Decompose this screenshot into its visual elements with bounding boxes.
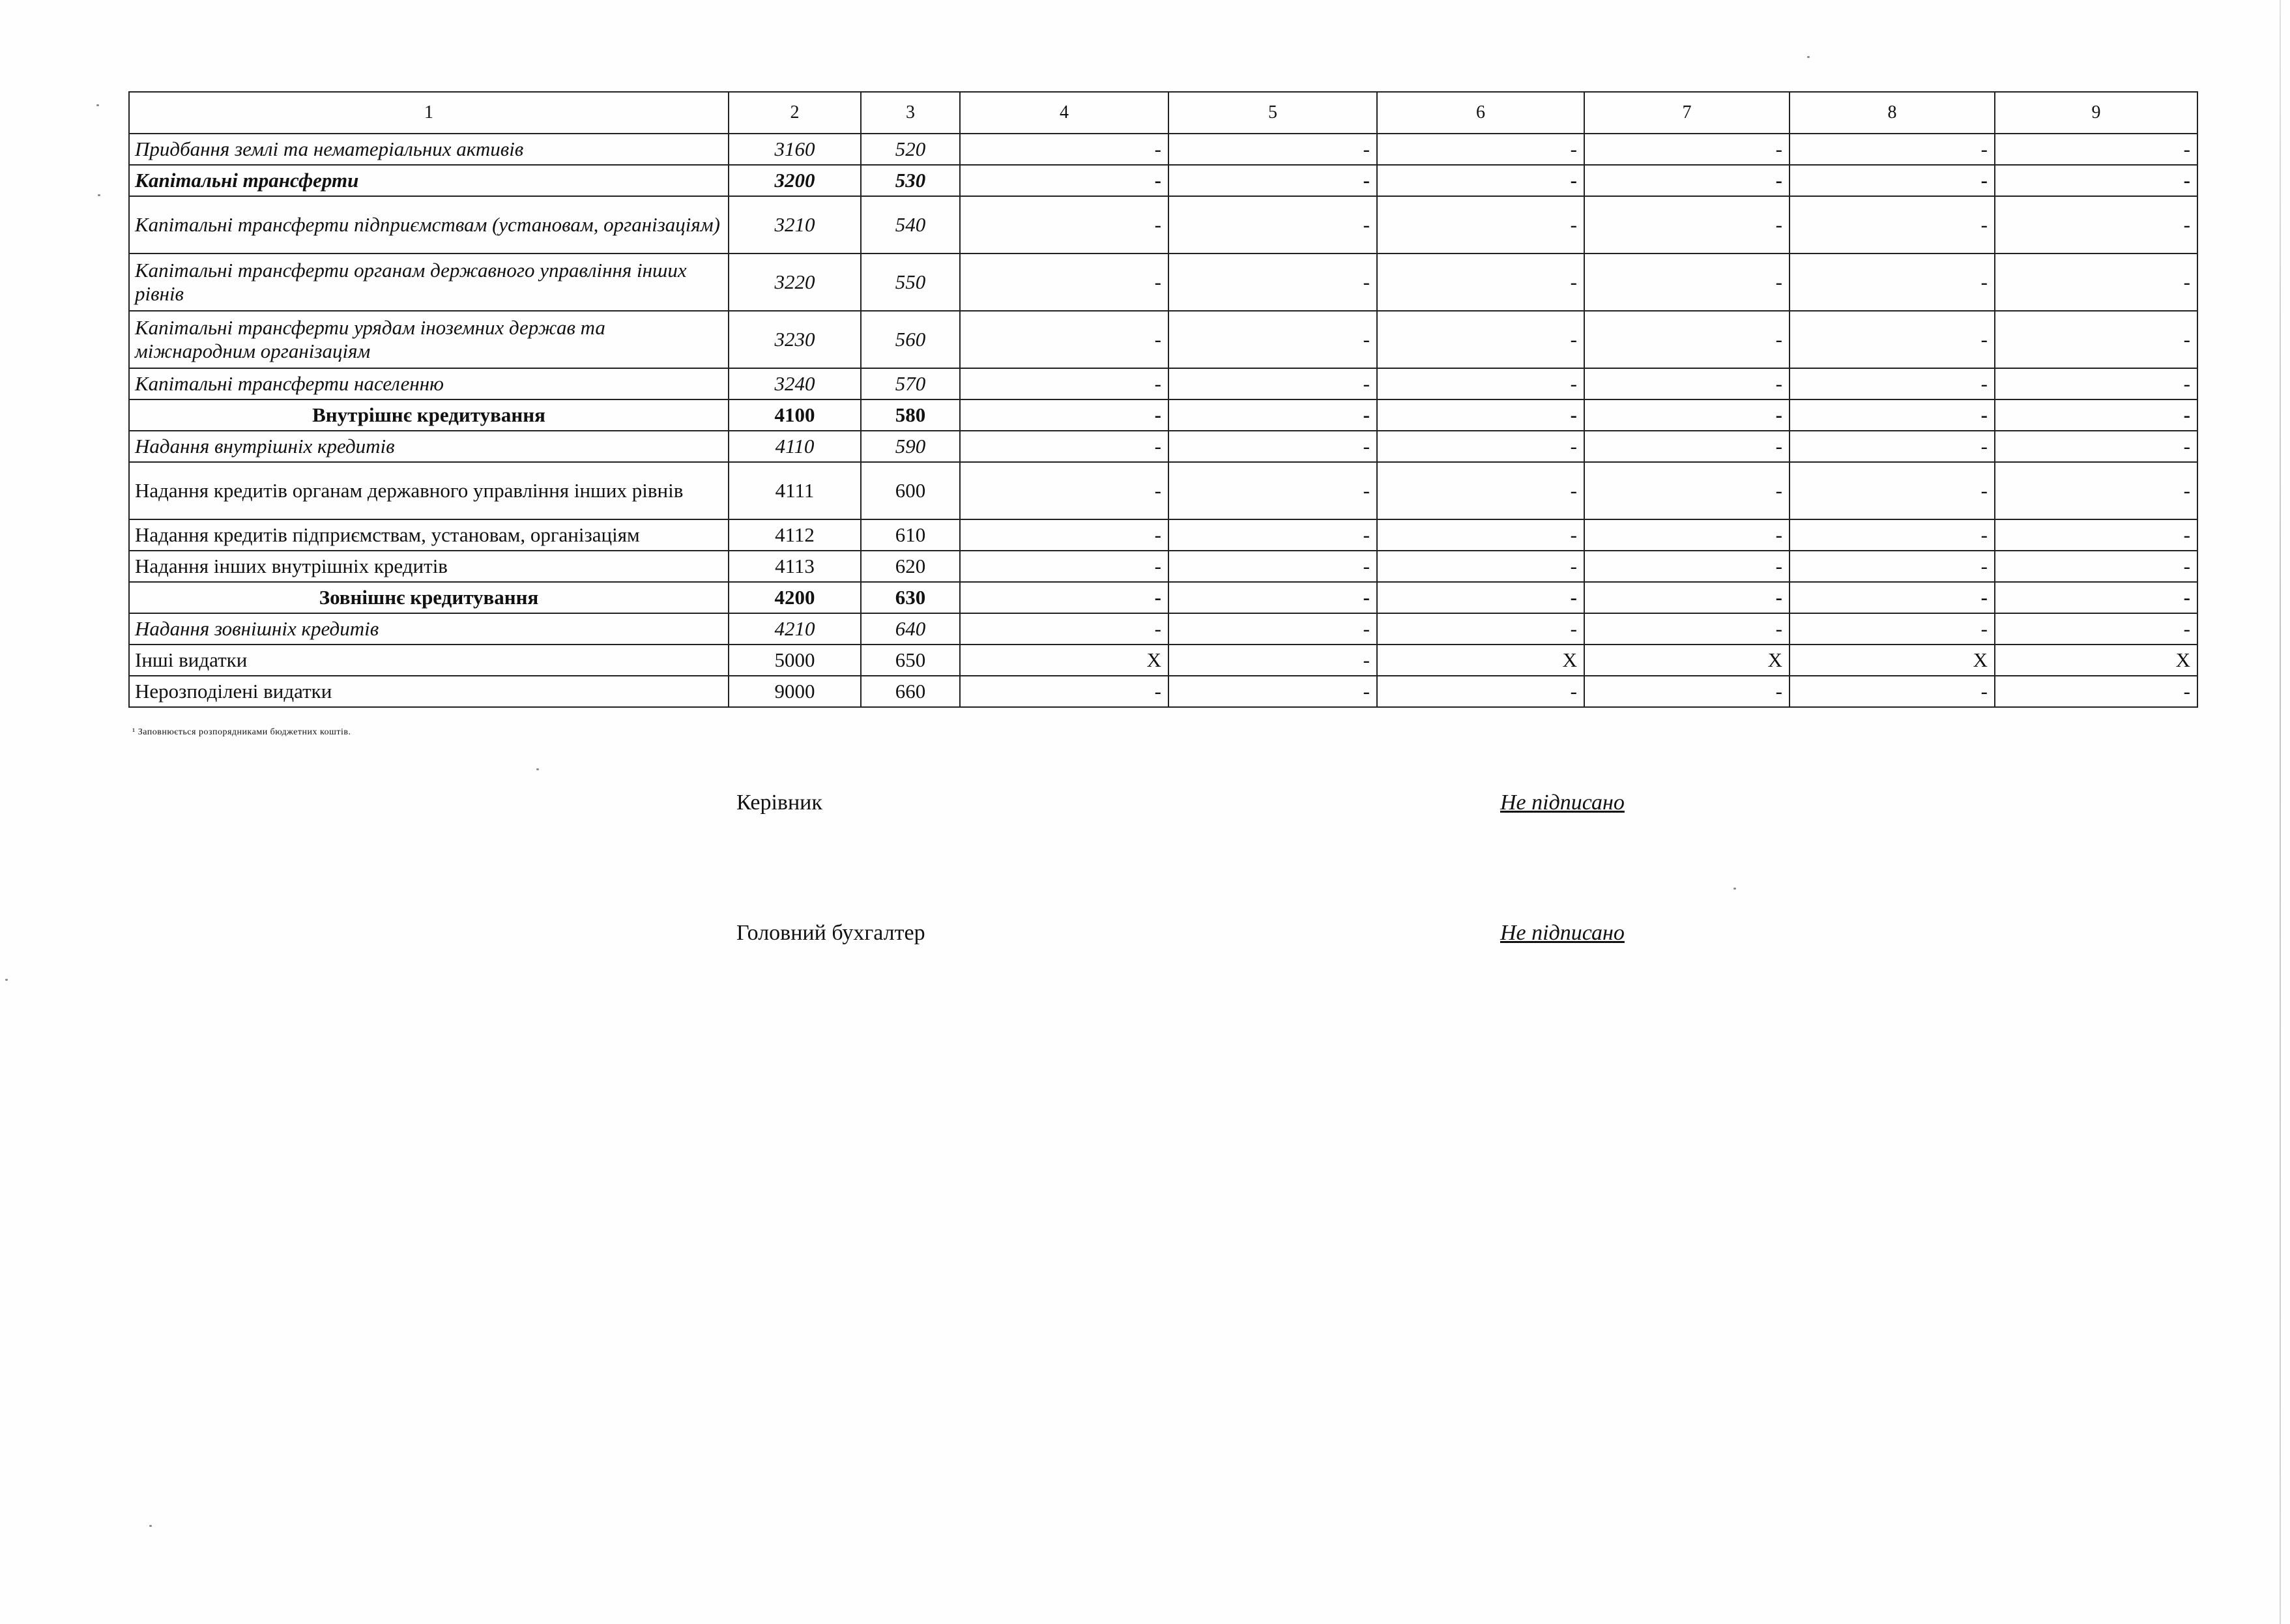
row-code-cell: 4200 bbox=[729, 582, 861, 613]
row-value-cell: - bbox=[1377, 254, 1584, 311]
footnote: ¹ Заповнюється розпорядниками бюджетних коштів. bbox=[132, 727, 351, 737]
row-value-cell: - bbox=[1790, 462, 1995, 519]
row-value-cell: - bbox=[1790, 399, 1995, 431]
row-name-cell: Внутрішнє кредитування bbox=[129, 399, 729, 431]
table-row bbox=[129, 165, 2197, 196]
row-value-cell: - bbox=[1377, 582, 1584, 613]
row-value-cell: - bbox=[1584, 519, 1790, 551]
row-value-cell: - bbox=[1168, 254, 1377, 311]
row-value-cell: - bbox=[1168, 165, 1377, 196]
row-value-cell: - bbox=[960, 676, 1168, 707]
row-value-cell: - bbox=[960, 134, 1168, 165]
row-name-cell: Надання інших внутрішніх кредитів bbox=[129, 551, 729, 582]
row-value-cell: - bbox=[1584, 431, 1790, 462]
row-value-cell: X bbox=[1790, 645, 1995, 676]
table-row bbox=[129, 196, 2197, 254]
column-header: 5 bbox=[1168, 92, 1377, 134]
accountant-signature-label: Головний бухгалтер bbox=[736, 921, 925, 945]
row-value-cell: - bbox=[960, 613, 1168, 645]
table-row bbox=[129, 462, 2197, 519]
row-line-cell: 550 bbox=[861, 254, 960, 311]
row-value-cell: - bbox=[1168, 134, 1377, 165]
row-value-cell: - bbox=[1790, 676, 1995, 707]
row-value-cell: - bbox=[1377, 311, 1584, 368]
table-row bbox=[129, 431, 2197, 462]
row-name-cell: Капітальні трансферти населенню bbox=[129, 368, 729, 399]
row-value-cell: - bbox=[960, 165, 1168, 196]
table-row bbox=[129, 582, 2197, 613]
row-value-cell: - bbox=[1995, 519, 2197, 551]
row-value-cell: - bbox=[1168, 196, 1377, 254]
row-value-cell: - bbox=[1584, 165, 1790, 196]
row-line-cell: 530 bbox=[861, 165, 960, 196]
row-value-cell: - bbox=[1790, 311, 1995, 368]
row-value-cell: - bbox=[1168, 368, 1377, 399]
row-line-cell: 580 bbox=[861, 399, 960, 431]
column-header: 7 bbox=[1584, 92, 1790, 134]
row-code-cell: 4111 bbox=[729, 462, 861, 519]
table-row bbox=[129, 254, 2197, 311]
row-value-cell: - bbox=[1168, 399, 1377, 431]
row-line-cell: 600 bbox=[861, 462, 960, 519]
row-value-cell: X bbox=[1377, 645, 1584, 676]
row-line-cell: 560 bbox=[861, 311, 960, 368]
row-line-cell: 610 bbox=[861, 519, 960, 551]
scan-speck bbox=[149, 1525, 152, 1527]
row-value-cell: - bbox=[1168, 613, 1377, 645]
row-name-cell: Надання зовнішніх кредитів bbox=[129, 613, 729, 645]
scan-speck bbox=[96, 104, 99, 106]
column-header: 8 bbox=[1790, 92, 1995, 134]
row-value-cell: X bbox=[1995, 645, 2197, 676]
row-value-cell: - bbox=[1377, 519, 1584, 551]
row-code-cell: 3210 bbox=[729, 196, 861, 254]
row-value-cell: - bbox=[1584, 368, 1790, 399]
row-name-cell: Капітальні трансферти підприємствам (установам, організаціям) bbox=[129, 196, 729, 254]
column-header: 9 bbox=[1995, 92, 2197, 134]
row-code-cell: 3240 bbox=[729, 368, 861, 399]
scan-speck bbox=[98, 194, 100, 196]
row-value-cell: - bbox=[1790, 165, 1995, 196]
row-value-cell: - bbox=[1995, 462, 2197, 519]
row-value-cell: - bbox=[1377, 676, 1584, 707]
row-name-cell: Зовнішнє кредитування bbox=[129, 582, 729, 613]
row-line-cell: 570 bbox=[861, 368, 960, 399]
row-value-cell: - bbox=[1377, 399, 1584, 431]
head-signature-status: Не підписано bbox=[1500, 790, 1625, 815]
row-value-cell: - bbox=[1790, 613, 1995, 645]
row-value-cell: - bbox=[1168, 676, 1377, 707]
row-value-cell: - bbox=[1790, 519, 1995, 551]
column-header: 1 bbox=[129, 92, 729, 134]
row-name-cell: Придбання землі та нематеріальних активів bbox=[129, 134, 729, 165]
row-value-cell: - bbox=[1995, 368, 2197, 399]
row-value-cell: - bbox=[960, 254, 1168, 311]
row-code-cell: 9000 bbox=[729, 676, 861, 707]
row-value-cell: X bbox=[960, 645, 1168, 676]
row-name-cell: Капітальні трансферти bbox=[129, 165, 729, 196]
row-code-cell: 4100 bbox=[729, 399, 861, 431]
row-name-cell: Інші видатки bbox=[129, 645, 729, 676]
row-value-cell: - bbox=[1377, 134, 1584, 165]
row-name-cell: Капітальні трансферти органам державного управління інших рівнів bbox=[129, 254, 729, 311]
row-line-cell: 520 bbox=[861, 134, 960, 165]
column-number-row bbox=[129, 92, 2197, 134]
row-value-cell: - bbox=[1995, 431, 2197, 462]
row-value-cell: - bbox=[1995, 165, 2197, 196]
head-signature-label: Керівник bbox=[736, 790, 822, 815]
row-value-cell: - bbox=[1995, 196, 2197, 254]
row-value-cell: - bbox=[960, 399, 1168, 431]
row-value-cell: - bbox=[1584, 399, 1790, 431]
row-name-cell: Надання кредитів органам державного управління інших рівнів bbox=[129, 462, 729, 519]
row-line-cell: 660 bbox=[861, 676, 960, 707]
row-value-cell: - bbox=[1790, 551, 1995, 582]
row-value-cell: - bbox=[1377, 368, 1584, 399]
row-value-cell: - bbox=[1995, 134, 2197, 165]
row-line-cell: 640 bbox=[861, 613, 960, 645]
row-value-cell: - bbox=[1995, 551, 2197, 582]
row-value-cell: - bbox=[960, 368, 1168, 399]
scan-edge-artifact bbox=[2280, 0, 2281, 1624]
table-row bbox=[129, 399, 2197, 431]
row-value-cell: - bbox=[1790, 431, 1995, 462]
row-value-cell: - bbox=[960, 431, 1168, 462]
row-name-cell: Капітальні трансферти урядам іноземних держав та міжнародним організаціям bbox=[129, 311, 729, 368]
row-value-cell: - bbox=[1377, 431, 1584, 462]
row-value-cell: - bbox=[1790, 582, 1995, 613]
row-value-cell: - bbox=[1377, 196, 1584, 254]
row-name-cell: Нерозподілені видатки bbox=[129, 676, 729, 707]
row-value-cell: - bbox=[960, 462, 1168, 519]
row-value-cell: - bbox=[1584, 196, 1790, 254]
row-value-cell: - bbox=[1168, 311, 1377, 368]
row-line-cell: 630 bbox=[861, 582, 960, 613]
row-value-cell: - bbox=[1377, 462, 1584, 519]
row-code-cell: 3230 bbox=[729, 311, 861, 368]
column-header: 2 bbox=[729, 92, 861, 134]
column-header: 4 bbox=[960, 92, 1168, 134]
row-value-cell: - bbox=[1790, 254, 1995, 311]
table-row bbox=[129, 613, 2197, 645]
accountant-signature-status: Не підписано bbox=[1500, 921, 1625, 945]
row-value-cell: - bbox=[1995, 399, 2197, 431]
row-value-cell: - bbox=[1995, 582, 2197, 613]
row-value-cell: - bbox=[1377, 551, 1584, 582]
row-value-cell: - bbox=[1168, 582, 1377, 613]
row-value-cell: - bbox=[1995, 676, 2197, 707]
row-value-cell: - bbox=[1584, 613, 1790, 645]
row-value-cell: - bbox=[1584, 134, 1790, 165]
row-code-cell: 4210 bbox=[729, 613, 861, 645]
row-value-cell: - bbox=[1584, 462, 1790, 519]
row-line-cell: 590 bbox=[861, 431, 960, 462]
row-value-cell: - bbox=[1584, 551, 1790, 582]
row-value-cell: - bbox=[960, 311, 1168, 368]
row-value-cell: - bbox=[1168, 551, 1377, 582]
row-value-cell: - bbox=[960, 519, 1168, 551]
row-code-cell: 5000 bbox=[729, 645, 861, 676]
table-row bbox=[129, 676, 2197, 707]
row-line-cell: 650 bbox=[861, 645, 960, 676]
row-code-cell: 3220 bbox=[729, 254, 861, 311]
row-value-cell: - bbox=[1168, 462, 1377, 519]
row-value-cell: - bbox=[1584, 311, 1790, 368]
row-code-cell: 3160 bbox=[729, 134, 861, 165]
row-code-cell: 4113 bbox=[729, 551, 861, 582]
expenditure-table bbox=[128, 91, 2198, 708]
row-line-cell: 620 bbox=[861, 551, 960, 582]
row-value-cell: - bbox=[1168, 431, 1377, 462]
table-row bbox=[129, 368, 2197, 399]
row-code-cell: 4110 bbox=[729, 431, 861, 462]
row-line-cell: 540 bbox=[861, 196, 960, 254]
row-value-cell: - bbox=[1168, 645, 1377, 676]
row-value-cell: - bbox=[960, 196, 1168, 254]
row-value-cell: - bbox=[1584, 254, 1790, 311]
scan-speck bbox=[1807, 56, 1810, 58]
row-name-cell: Надання кредитів підприємствам, установам, організаціям bbox=[129, 519, 729, 551]
table-row bbox=[129, 645, 2197, 676]
table-row bbox=[129, 311, 2197, 368]
row-value-cell: - bbox=[1584, 676, 1790, 707]
column-header: 3 bbox=[861, 92, 960, 134]
row-value-cell: - bbox=[1790, 368, 1995, 399]
table-row bbox=[129, 551, 2197, 582]
row-value-cell: - bbox=[1790, 134, 1995, 165]
row-value-cell: - bbox=[1995, 311, 2197, 368]
table-row bbox=[129, 519, 2197, 551]
row-value-cell: X bbox=[1584, 645, 1790, 676]
row-value-cell: - bbox=[1377, 165, 1584, 196]
column-header: 6 bbox=[1377, 92, 1584, 134]
row-value-cell: - bbox=[1995, 254, 2197, 311]
row-value-cell: - bbox=[1790, 196, 1995, 254]
row-value-cell: - bbox=[1995, 613, 2197, 645]
row-value-cell: - bbox=[1168, 519, 1377, 551]
scan-speck bbox=[1733, 888, 1736, 890]
row-value-cell: - bbox=[960, 551, 1168, 582]
scan-speck bbox=[536, 768, 539, 770]
table-row bbox=[129, 134, 2197, 165]
row-code-cell: 3200 bbox=[729, 165, 861, 196]
row-value-cell: - bbox=[1377, 613, 1584, 645]
row-code-cell: 4112 bbox=[729, 519, 861, 551]
row-value-cell: - bbox=[960, 582, 1168, 613]
row-value-cell: - bbox=[1584, 582, 1790, 613]
row-name-cell: Надання внутрішніх кредитів bbox=[129, 431, 729, 462]
scan-speck bbox=[5, 979, 8, 981]
